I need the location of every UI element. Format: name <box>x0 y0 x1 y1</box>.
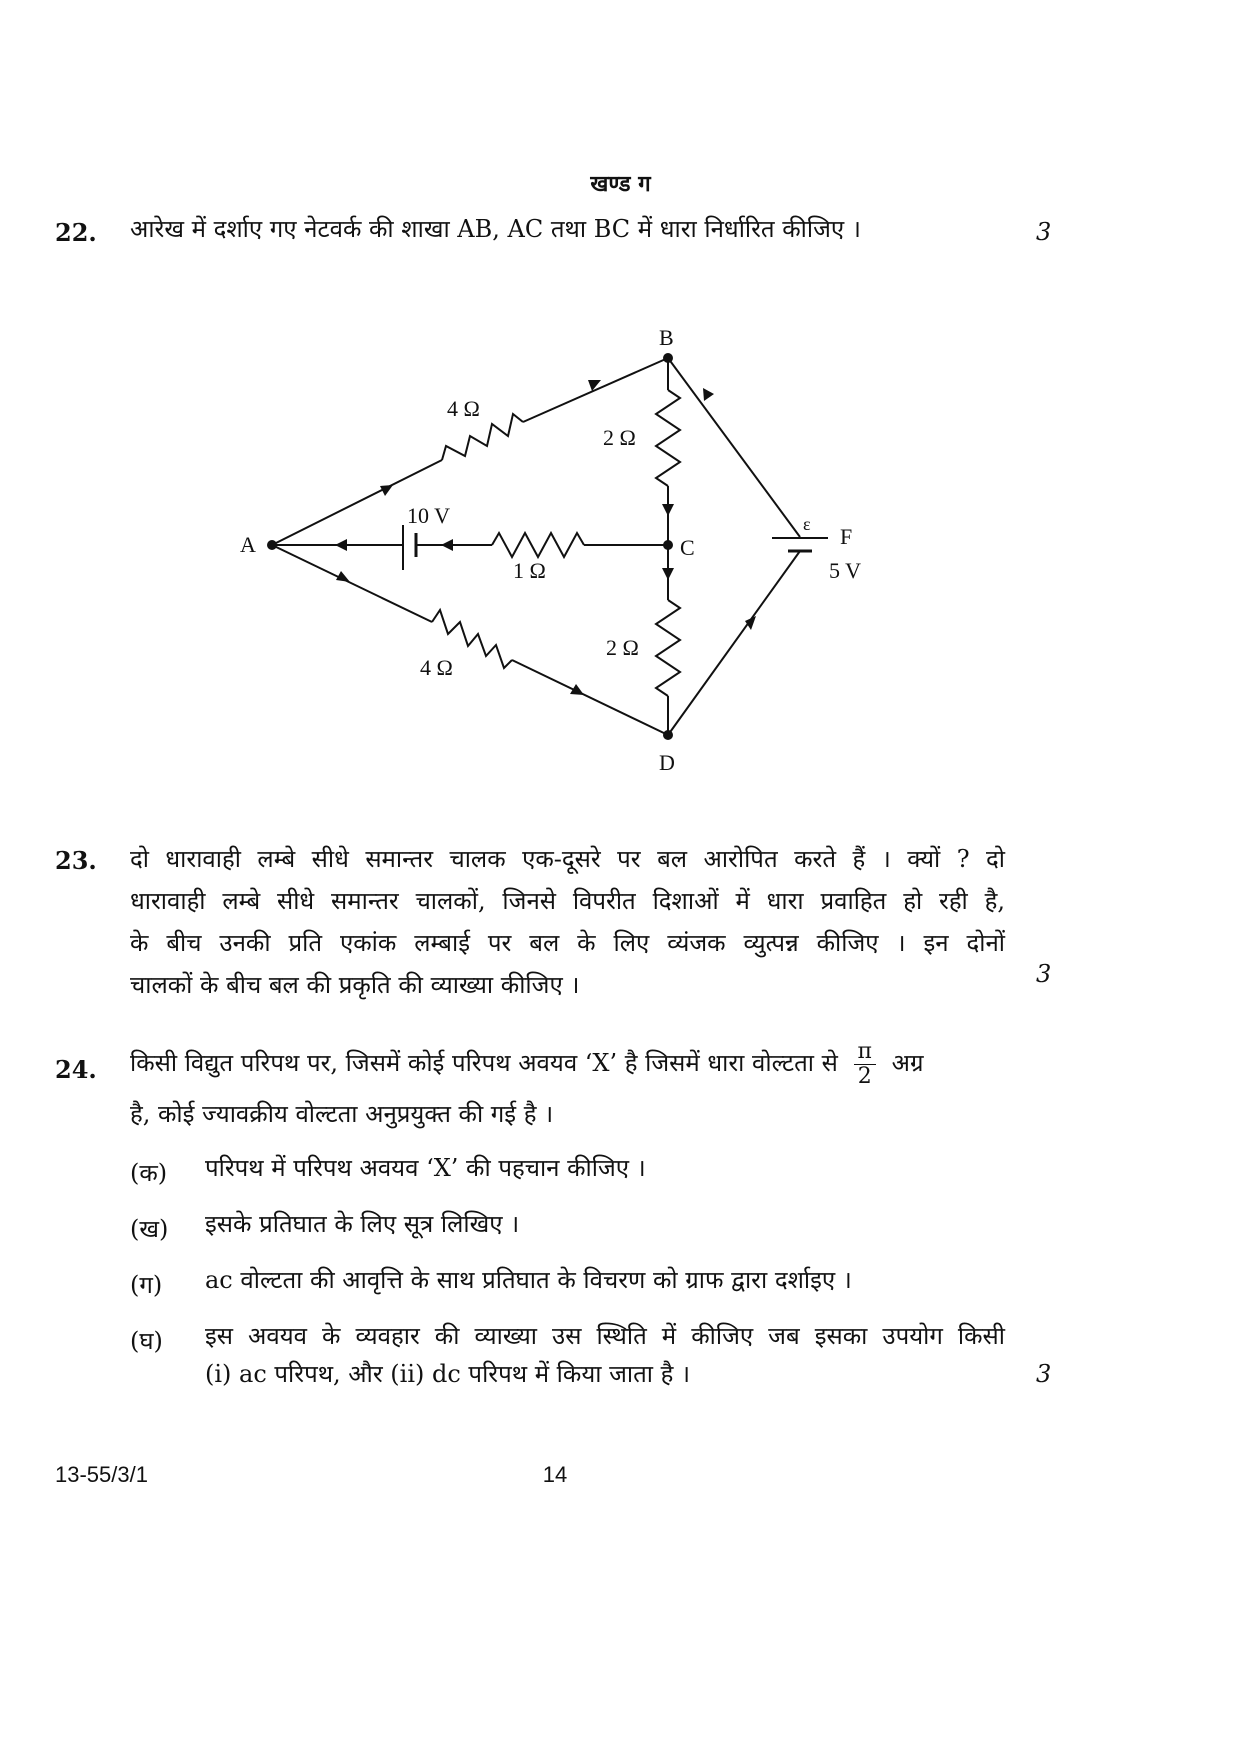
node-c-dot <box>663 540 673 550</box>
question-23-body <box>130 838 1005 1006</box>
node-d-label: D <box>659 750 675 775</box>
part-gha-text-2: (i) ac परिपथ, और (ii) dc परिपथ में किया जाता है । <box>205 1360 691 1388</box>
resistor-cd <box>656 600 680 696</box>
resistor-cd-label: 2 Ω <box>606 635 639 660</box>
resistor-ad-label: 4 Ω <box>420 655 453 680</box>
question-24-line-2: है, कोई ज्यावक्रीय वोल्टता अनुप्रयुक्त की गई है । <box>130 1100 554 1128</box>
paper-code: 13-55/3/1 <box>55 1462 148 1487</box>
part-kha-label: (ख) <box>130 1215 169 1243</box>
part-ga-label: (ग) <box>130 1271 163 1299</box>
arrow-bc-down <box>662 504 674 516</box>
node-f-label: F <box>840 524 853 549</box>
node-c-label: C <box>680 535 695 560</box>
resistor-ac <box>492 533 584 557</box>
arrow-d-to-f <box>745 616 756 630</box>
part-gha-text: इस अवयव के व्यवहार की व्याख्या उस स्थिति में कीजिए जब इसका उपयोग किसी <box>205 1322 1005 1350</box>
page-number: 14 <box>542 1462 568 1487</box>
question-23-marks: 3 <box>1036 960 1052 988</box>
node-b-label: B <box>659 325 674 350</box>
question-24-marks: 3 <box>1036 1360 1052 1388</box>
resistor-ab-label: 4 Ω <box>447 396 480 421</box>
question-22-marks: 3 <box>1036 218 1052 246</box>
section-title: खण्ड ग <box>590 171 651 197</box>
node-a-label: A <box>240 532 256 557</box>
question-24-line-1 <box>130 1040 1010 1089</box>
resistor-bc-label: 2 Ω <box>603 425 636 450</box>
node-b-dot <box>663 353 673 363</box>
question-23-line-2: धारावाही लम्बे सीधे समान्तर चालकों, जिनसे विपरीत दिशाओं में धारा प्रवाहित हो रही है, <box>130 887 1005 915</box>
question-23-line-4: चालकों के बीच बल की प्रकृति की व्याख्या कीजिए । <box>130 971 580 999</box>
fraction-numerator: π <box>854 1040 876 1065</box>
arrow-into-a <box>335 539 347 551</box>
battery-5v-label: 5 V <box>829 558 861 583</box>
part-ga-text: ac वोल्टता की आवृत्ति के साथ प्रतिघात के विचरण को ग्राफ द्वारा दर्शाइए । <box>205 1266 852 1294</box>
wire-f-to-d <box>668 551 800 735</box>
wire-r1-to-b <box>523 358 668 422</box>
question-24-line-1-end: अग्र <box>891 1049 924 1077</box>
battery-10v-label: 10 V <box>407 503 450 528</box>
resistor-bc <box>656 390 680 486</box>
arrow-cd-down <box>662 568 674 580</box>
node-a-dot <box>267 540 277 550</box>
wire-a-to-r4 <box>272 545 432 622</box>
arrow-a-to-r4 <box>336 571 350 582</box>
question-22-number: 22. <box>55 218 97 247</box>
wire-b-to-f <box>668 358 800 537</box>
arrow-f-to-b <box>703 388 714 401</box>
emf-symbol-label: ε <box>803 514 811 534</box>
question-24-number: 24. <box>55 1055 97 1084</box>
part-kha-text: इसके प्रतिघात के लिए सूत्र लिखिए । <box>205 1210 520 1238</box>
arrow-battery-branch <box>441 539 453 551</box>
question-23-number: 23. <box>55 846 97 875</box>
resistor-ac-label: 1 Ω <box>513 558 546 583</box>
part-gha-label: (घ) <box>130 1327 163 1355</box>
question-23-line-3: के बीच उनकी प्रति एकांक लम्बाई पर बल के लिए व्यंजक व्युत्पन्न कीजिए । इन दोनों <box>130 929 1005 957</box>
question-24-line-1-text: किसी विद्युत परिपथ पर, जिसमें कोई परिपथ अवयव ‘X’ है जिसमें धारा वोल्टता से <box>130 1049 838 1077</box>
question-23-line-1: दो धारावाही लम्बे सीधे समान्तर चालक एक-दूसरे पर बल आरोपित करते हैं । क्यों ? दो <box>130 845 1005 873</box>
fraction-denominator: 2 <box>857 1064 872 1089</box>
part-ka-label: (क) <box>130 1159 168 1187</box>
node-d-dot <box>663 730 673 740</box>
question-22-text: आरेख में दर्शाए गए नेटवर्क की शाखा AB, AC तथा BC में धारा निर्धारित कीजिए । <box>130 215 861 243</box>
pi-over-2-fraction <box>854 1040 876 1089</box>
part-ka-text: परिपथ में परिपथ अवयव ‘X’ की पहचान कीजिए । <box>205 1154 646 1182</box>
wire-r4-to-d <box>512 660 668 735</box>
